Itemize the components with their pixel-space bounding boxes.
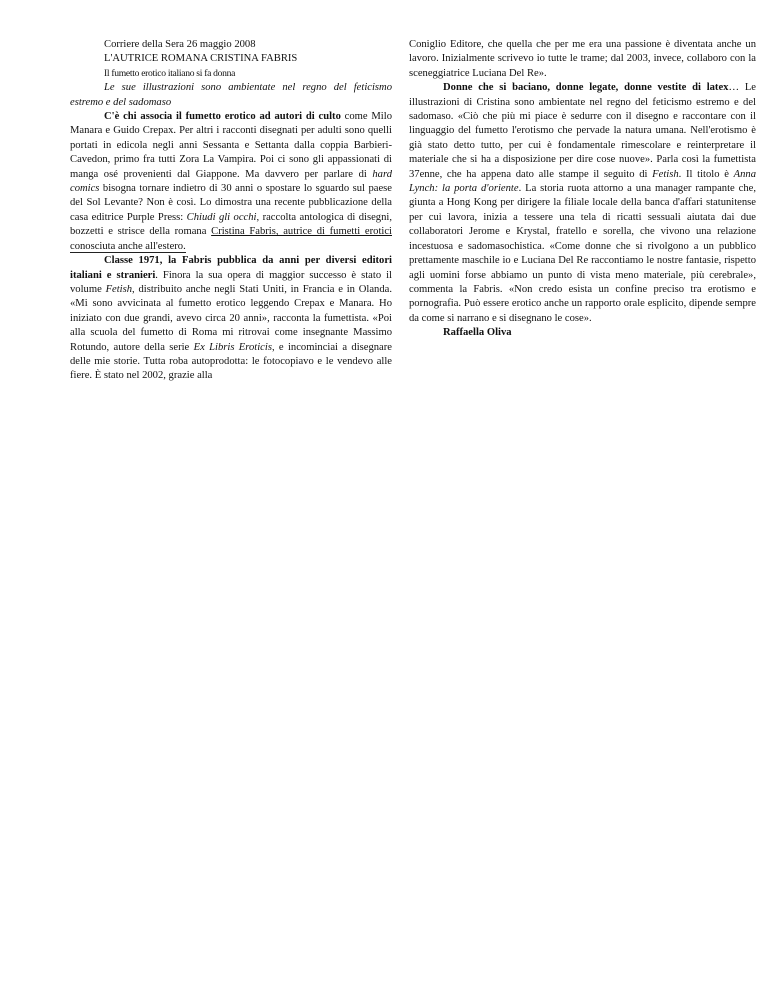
article-subtitle: Il fumetto erotico italiano si fa donna: [104, 67, 236, 79]
paragraph-3-text-a: … Le illustrazioni di Cristina sono ambientate nel regno del feticismo estremo e del sadomaso. «Ciò che più mi piace è sedurre con il disegno e raccontare con il linguaggio del fumetto l'erotismo che pervade la natura umana. Nell'erotismo è già stato detto tutto, per cui è fondamentale rimescolare e reinterpretare il materiale che si ha a disposizione per dire cose nuove». Parla così la fumettista 37enne, che ha appena dato alle stampe il seguito di: [409, 82, 756, 180]
right-column: [409, 38, 756, 341]
paragraph-1: [70, 110, 392, 254]
paragraph-1-text-b: bisogna tornare indietro di 30 anni o spostare lo sguardo sul paese del Sol Levante? Non è così. Lo dimostra una recente pubblicazione della casa editrice Purple Press:: [70, 183, 392, 223]
paragraph-1-em-b: Chiudi gli occhi: [186, 211, 257, 223]
paragraph-3-text-c: . La storia ruota attorno a una manager rampante che, giunta a Hong Kong per dirigere la filiale locale della banca d'affari statunitense per cui lavora, inizia a tessere una tela di ricatti sessuali aiutata dai due collaboratori Jerome e Krystal, fratello e sorella, che vivono una relazione incestuosa e sadomasochistica. «Come donne che si rivolgono a un pubblico prettamente maschile io e Luciana Del Re raccontiamo le nostre fantasie, rispetto agli uomini forse abbiamo un punto di vista meno materiale, più cerebrale», commenta la Fabris. «Non credo esista un confine preciso tra erotismo e pornografia. Può essere erotico anche un rapporto orale esplicito, dipende sempre da come si narrano e si disegnano le cose».: [409, 183, 756, 324]
paragraph-3-text-b: . Il titolo è: [678, 168, 734, 180]
paragraph-1-underlined: Cristina Fabris, autrice di fumetti erotici: [211, 226, 392, 238]
paragraph-2-continued: Coniglio Editore, che quella che per me era una passione è diventata anche un lavoro. Inizialmente scrivevo io tutte le trame; dal 2003, invece, collaboro con la sceneggiatrice Luciana Del Re».: [409, 39, 756, 79]
source-line: Corriere della Sera 26 maggio 2008: [104, 39, 256, 50]
paragraph-1-em-a: hard comics: [70, 168, 392, 195]
paragraph-2-text-b: , distribuito anche negli Stati Uniti, in Francia e in Olanda. «Mi sono avvicinata al fumetto erotico leggendo Crepax e Manara. Ho iniziato con due grandi, avevo circa 20 anni», racconta la fumettista. «Poi alla scuola del fumetto di Roma mi ritrovai come insegnante Massimo Rotundo, autore della serie: [70, 283, 392, 353]
paragraph-2-text-c: , e incominciai a disegnare delle mie storie. Tutta roba autoprodotta: le fotocopiavo e le vendevo alle fiere. È stato nel 2002, grazie alla: [70, 341, 392, 382]
paragraph-1-text-d: conosciuta anche all'estero.: [70, 240, 186, 252]
paragraph-2: [70, 254, 392, 384]
paragraph-3-kicker: Donne che si baciano, donne legate, donne vestite di latex: [443, 82, 729, 94]
paragraph-2-text-a: . Finora la sua opera di maggior successo è stato il volume: [70, 269, 392, 295]
paragraph-3-em-a: Fetish: [652, 168, 679, 180]
paragraph-2-em-b: Ex Libris Eroticis: [193, 341, 272, 353]
paragraph-1-text-c: , raccolta antologica di disegni, bozzetti e strisce della romana: [70, 211, 392, 238]
paragraph-1-text-a: come Milo Manara e Guido Crepax. Per altri i racconti disegnati per adulti sono quelli portati in edicola negli anni Sessanta e Settanta dalla coppia Barbieri-Cavedon, primo fra tutti Zora La Vampira. Poi ci sono gli appassionati di manga osé provenienti dal Giappone. Ma davvero per parlare di: [70, 111, 392, 180]
article-standfirst: [70, 81, 392, 110]
author-byline: Raffaella Oliva: [443, 327, 512, 339]
paragraph-2-kicker: Classe 1971, la Fabris pubblica da anni per diversi editori italiani e stranieri: [70, 255, 392, 281]
paragraph-3-em-b: Anna Lynch: la porta d'oriente: [409, 168, 756, 195]
article-title: L'AUTRICE ROMANA CRISTINA FABRIS: [104, 53, 298, 65]
left-column: [70, 38, 392, 384]
paragraph-2-em-a: Fetish: [105, 283, 133, 295]
standfirst-text: Le sue illustrazioni sono ambientate nel regno del feticismo estremo e del sadomaso: [70, 82, 392, 108]
paragraph-1-kicker: C'è chi associa il fumetto erotico ad autori di culto: [104, 111, 341, 123]
paragraph-3: [409, 81, 756, 326]
